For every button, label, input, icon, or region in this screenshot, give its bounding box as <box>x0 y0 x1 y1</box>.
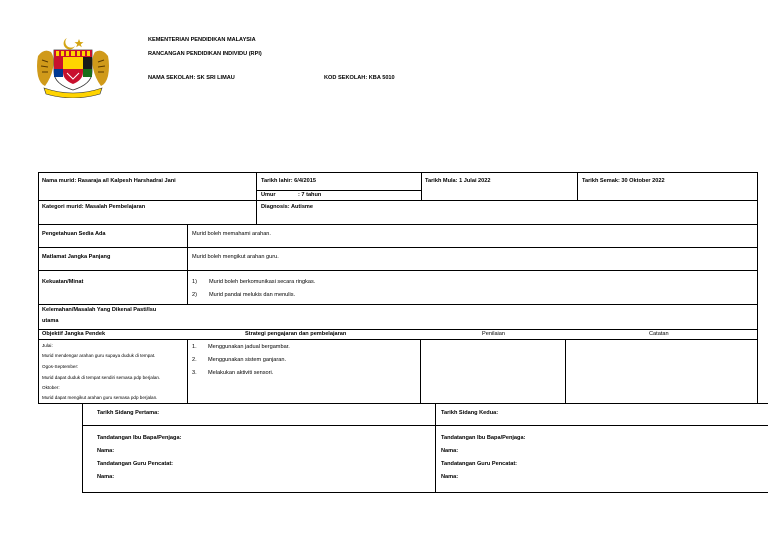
strength-num: 2) <box>192 292 197 298</box>
knowledge-value: Murid boleh memahami arahan. <box>192 231 271 237</box>
strengths-label: Kekuatan/Minat <box>42 279 84 285</box>
second-meeting-title: Tarikh Sidang Kedua: <box>441 410 499 416</box>
school-code: KOD SEKOLAH: KBA 5010 <box>324 75 395 81</box>
objective-line: Oktober: <box>42 385 60 390</box>
objective-line: Murid mendengar arahan guru supaya duduk di tempat. <box>42 353 156 358</box>
objective-line: Murid dapat duduk di tempat sendiri semasa pdp berjalan. <box>42 375 161 380</box>
first-parent-signature: Tandatangan Ibu Bapa/Penjaga: <box>97 435 182 441</box>
objective-line: Murid dapat mengikut arahan guru semasa pdp berjalan. <box>42 395 158 400</box>
knowledge-label: Pengetahuan Sedia Ada <box>42 231 106 237</box>
school-name: NAMA SEKOLAH: SK SRI LIMAU <box>148 75 235 81</box>
strategy-header: Strategi pengajaran dan pembelajaran <box>245 331 347 337</box>
student-name: Nama murid: Rasaraja a/l Kalpesh Harshadrai Jani <box>42 178 176 184</box>
strategy-num: 1. <box>192 344 197 350</box>
strategy-num: 3. <box>192 370 197 376</box>
first-teacher-signature: Tandatangan Guru Pencatat: <box>97 461 174 467</box>
objective-line: Julai: <box>42 343 53 348</box>
assessment-header: Penilaian <box>482 331 506 337</box>
strength-text: Murid pandai melukis dan menulis. <box>209 292 296 298</box>
plan-title: RANCANGAN PENDIDIKAN INDIVIDU (RPI) <box>148 51 262 57</box>
objective-header: Objektif Jangka Pendek <box>42 331 106 337</box>
second-teacher-name: Nama: <box>441 474 459 480</box>
strength-num: 1) <box>192 279 197 285</box>
strategy-text: Melakukan aktiviti sensori. <box>208 370 274 376</box>
age-label: Umur <box>261 192 276 198</box>
ministry-title: KEMENTERIAN PENDIDIKAN MALAYSIA <box>148 37 256 43</box>
date-of-birth: Tarikh lahir: 6/4/2015 <box>261 178 316 184</box>
strategy-text: Menggunakan sistem ganjaran. <box>208 357 287 363</box>
first-parent-name: Nama: <box>97 448 115 454</box>
student-category: Kategori murid: Masalah Pembelajaran <box>42 204 146 210</box>
notes-header: Catatan <box>649 331 669 337</box>
weakness-label-cont: utama <box>42 318 59 324</box>
start-date: Tarikh Mula: 1 Julai 2022 <box>425 178 491 184</box>
long-term-goal-value: Murid boleh mengikut arahan guru. <box>192 254 279 260</box>
malaysia-coat-of-arms-icon <box>34 36 112 98</box>
strength-text: Murid boleh berkomunikasi secara ringkas. <box>209 279 316 285</box>
second-parent-signature: Tandatangan Ibu Bapa/Penjaga: <box>441 435 526 441</box>
age-value: : 7 tahun <box>298 192 322 198</box>
diagnosis: Diagnosis: Autisme <box>261 204 314 210</box>
strategy-text: Menggunakan jadual bergambar. <box>208 344 290 350</box>
second-teacher-signature: Tandatangan Guru Pencatat: <box>441 461 518 467</box>
first-meeting-title: Tarikh Sidang Pertama: <box>97 410 160 416</box>
strategy-num: 2. <box>192 357 197 363</box>
weakness-label: Kelemahan/Masalah Yang Dikenal Pasti/Isu <box>42 307 157 313</box>
review-date: Tarikh Semak: 30 Oktober 2022 <box>582 178 665 184</box>
long-term-goal-label: Matlamat Jangka Panjang <box>42 254 111 260</box>
second-parent-name: Nama: <box>441 448 459 454</box>
objective-line: Ogos-September: <box>42 364 79 369</box>
first-teacher-name: Nama: <box>97 474 115 480</box>
